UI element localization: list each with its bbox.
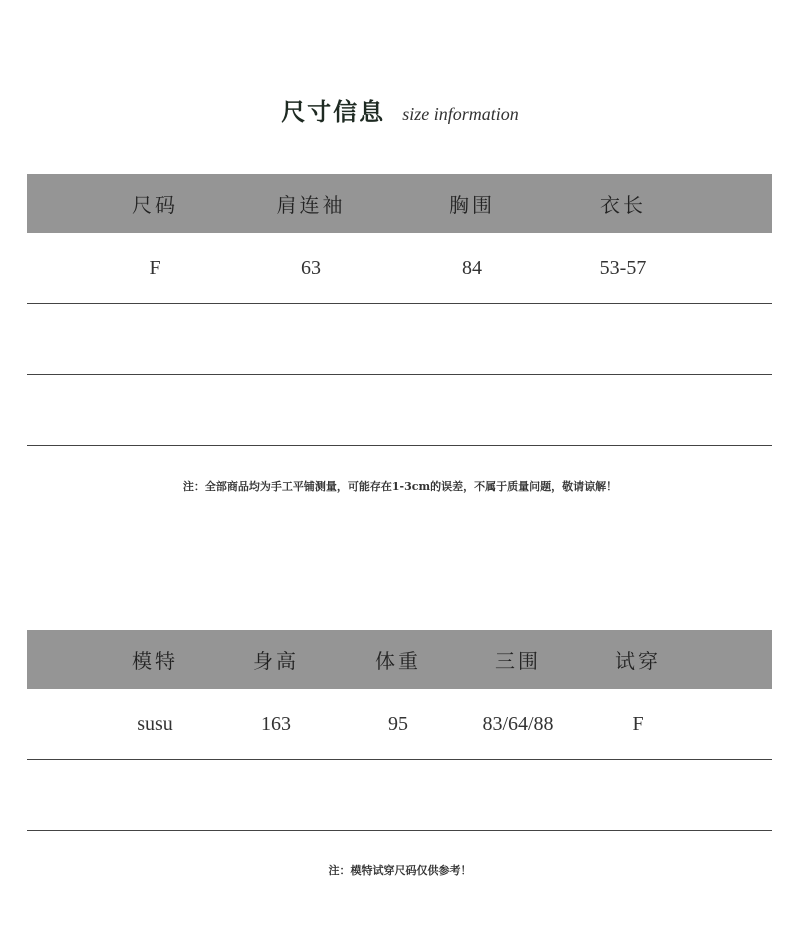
table-row (27, 233, 772, 304)
model-header-tried-size: 试穿 (615, 649, 661, 673)
model-header-measurements: 三围 (495, 649, 541, 673)
table-row (27, 689, 772, 760)
table-cell (85, 375, 225, 445)
size-note: 注：全部商品均为手工平铺测量，可能存在1-3cm的误差，不属于质量问题，敬请谅解！ (182, 480, 618, 493)
model-table-header (27, 630, 772, 689)
size-header-length: 衣长 (600, 193, 646, 217)
table-cell (241, 375, 381, 445)
table-cell (85, 760, 225, 830)
table-cell (206, 760, 346, 830)
title-chinese: 尺寸信息 (281, 97, 386, 126)
title-english: size information (402, 104, 519, 124)
table-cell: 53-57 (599, 256, 647, 279)
table-cell: 83/64/88 (482, 712, 554, 735)
table-cell: 95 (388, 712, 408, 735)
size-header-size: 尺码 (132, 193, 178, 217)
table-cell (402, 375, 542, 445)
table-row (27, 304, 772, 375)
table-row (27, 375, 772, 446)
model-note: 注：模特试穿尺码仅供参考！ (328, 864, 472, 877)
model-table (27, 630, 772, 831)
model-header-weight: 体重 (375, 649, 421, 673)
model-header-height: 身高 (253, 649, 299, 673)
table-cell: F (149, 256, 161, 279)
table-row (27, 760, 772, 831)
model-header-model: 模特 (132, 649, 178, 673)
table-cell: susu (137, 712, 173, 735)
table-cell (241, 304, 381, 374)
table-cell (553, 375, 693, 445)
size-header-sleeve: 肩连袖 (276, 193, 346, 217)
table-cell (328, 760, 468, 830)
size-header-bust: 胸围 (449, 193, 495, 217)
table-cell: 63 (301, 256, 321, 279)
table-cell: 163 (261, 712, 291, 735)
table-cell: F (632, 712, 644, 735)
table-cell: 84 (462, 256, 482, 279)
table-cell (553, 304, 693, 374)
size-table (27, 174, 772, 446)
table-cell (402, 304, 542, 374)
size-table-header (27, 174, 772, 233)
table-cell (448, 760, 588, 830)
page-title (0, 92, 800, 127)
table-cell (568, 760, 708, 830)
table-cell (85, 304, 225, 374)
